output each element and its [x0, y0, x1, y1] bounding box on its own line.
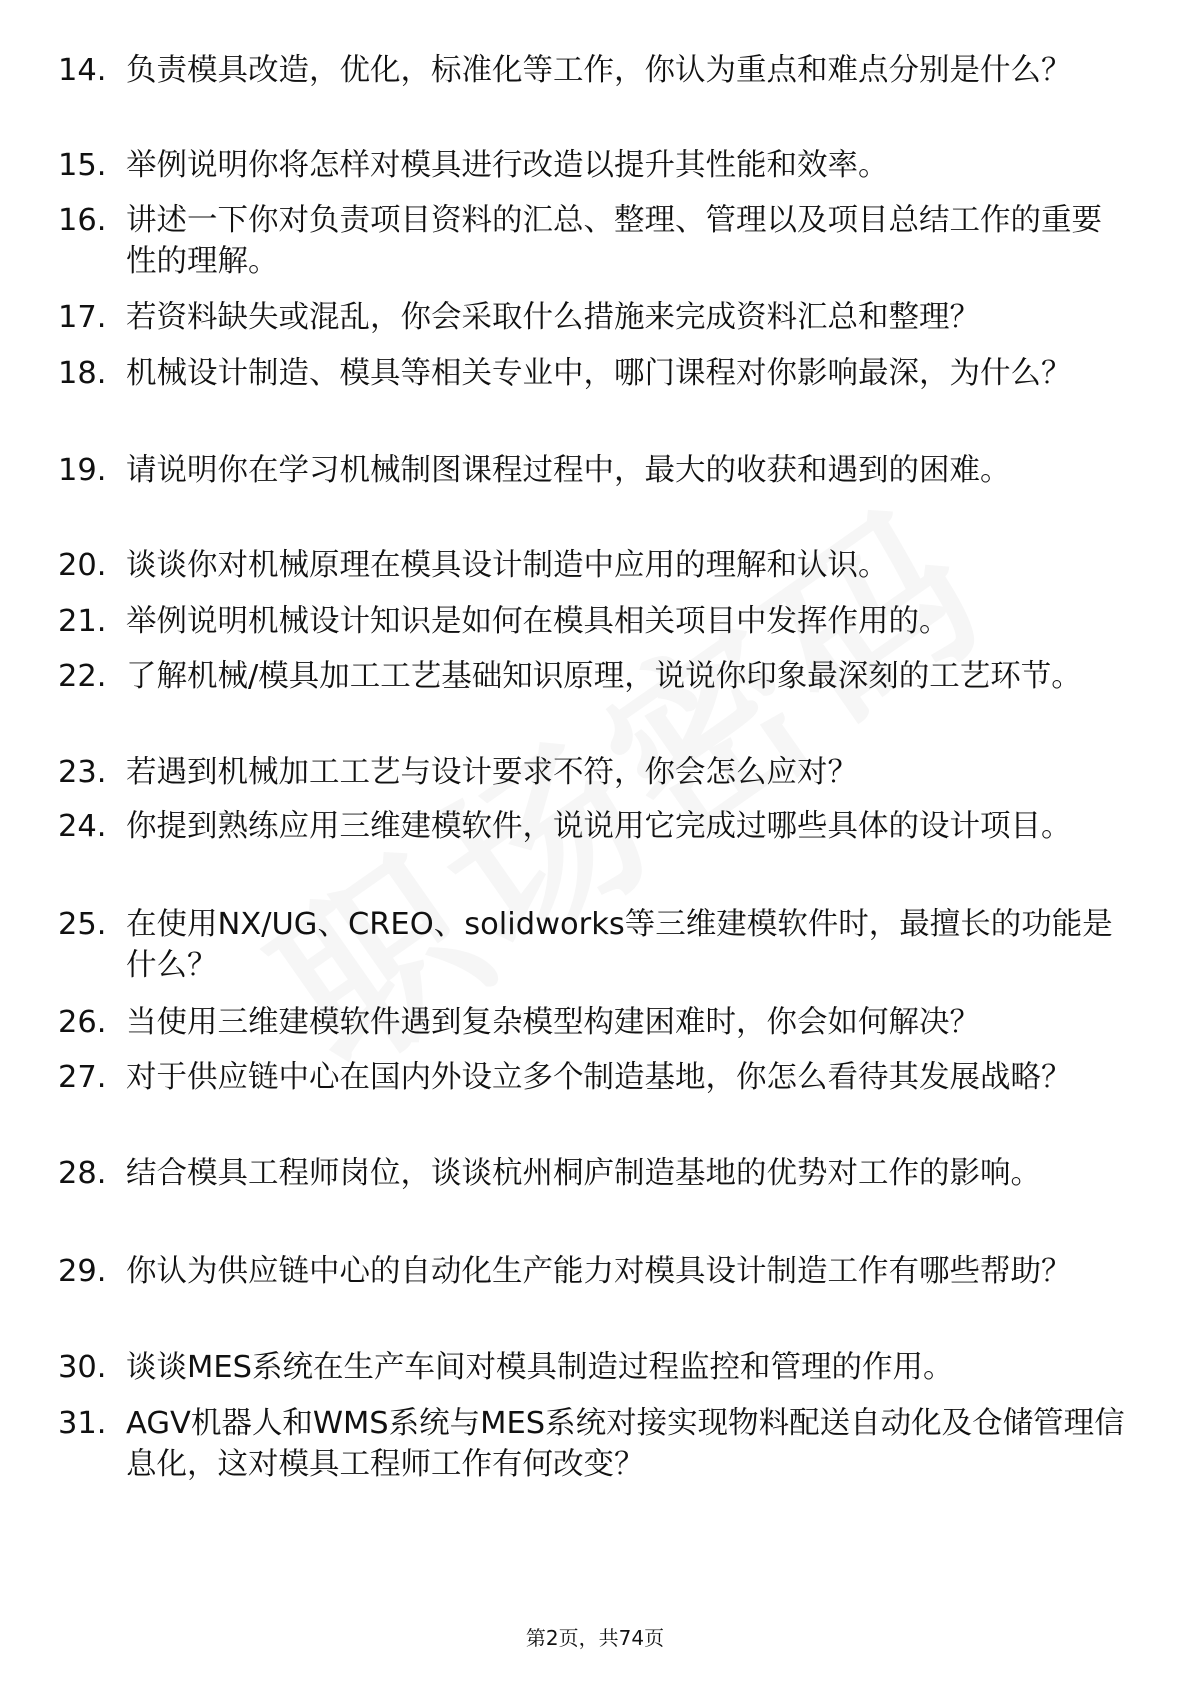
question-number: 20.: [58, 548, 107, 583]
question-number: 25.: [58, 907, 107, 942]
question-number: 27.: [58, 1060, 107, 1095]
question-text: 当使用三维建模软件遇到复杂模型构建困难时，你会如何解决？: [126, 1005, 980, 1040]
question-number: 14.: [58, 53, 107, 88]
question-number: 15.: [58, 148, 107, 183]
question-number: 18.: [58, 356, 107, 391]
question-number: 31.: [58, 1406, 107, 1441]
question-text: 讲述一下你对负责项目资料的汇总、整理、管理以及项目总结工作的重要性的理解。: [126, 203, 1102, 279]
question-number: 16.: [58, 203, 107, 238]
question-text: 举例说明你将怎样对模具进行改造以提升其性能和效率。: [126, 148, 889, 183]
question-number: 26.: [58, 1005, 107, 1040]
question-text: 谈谈MES系统在生产车间对模具制造过程监控和管理的作用。: [126, 1350, 954, 1385]
question-number: 21.: [58, 604, 107, 639]
question-text: AGV机器人和WMS系统与MES系统对接实现物料配送自动化及仓储管理信息化，这对模具工程师工作有何改变？: [126, 1406, 1125, 1482]
question-number: 19.: [58, 453, 107, 488]
question-number: 29.: [58, 1254, 107, 1289]
question-text: 谈谈你对机械原理在模具设计制造中应用的理解和认识。: [126, 548, 889, 583]
question-text: 你提到熟练应用三维建模软件，说说用它完成过哪些具体的设计项目。: [126, 809, 1072, 844]
question-number: 30.: [58, 1350, 107, 1385]
question-text: 若资料缺失或混乱，你会采取什么措施来完成资料汇总和整理？: [126, 300, 980, 335]
question-text: 举例说明机械设计知识是如何在模具相关项目中发挥作用的。: [126, 604, 950, 639]
question-text: 负责模具改造，优化，标准化等工作，你认为重点和难点分别是什么？: [126, 53, 1072, 88]
question-text: 若遇到机械加工工艺与设计要求不符，你会怎么应对？: [126, 755, 858, 790]
question-text: 对于供应链中心在国内外设立多个制造基地，你怎么看待其发展战略？: [126, 1060, 1072, 1095]
question-text: 机械设计制造、模具等相关专业中，哪门课程对你影响最深，为什么？: [126, 356, 1072, 391]
question-number: 23.: [58, 755, 107, 790]
page-footer: 第2页，共74页: [525, 1626, 665, 1650]
question-number: 17.: [58, 300, 107, 335]
question-text: 了解机械/模具加工工艺基础知识原理，说说你印象最深刻的工艺环节。: [126, 659, 1082, 694]
question-text: 结合模具工程师岗位，谈谈杭州桐庐制造基地的优势对工作的影响。: [126, 1156, 1041, 1191]
question-number: 24.: [58, 809, 107, 844]
question-text: 你认为供应链中心的自动化生产能力对模具设计制造工作有哪些帮助？: [126, 1254, 1072, 1289]
question-text: 在使用NX/UG、CREO、solidworks等三维建模软件时，最擅长的功能是什么？: [126, 907, 1113, 983]
question-number: 22.: [58, 659, 107, 694]
question-number: 28.: [58, 1156, 107, 1191]
question-text: 请说明你在学习机械制图课程过程中，最大的收获和遇到的困难。: [126, 453, 1011, 488]
